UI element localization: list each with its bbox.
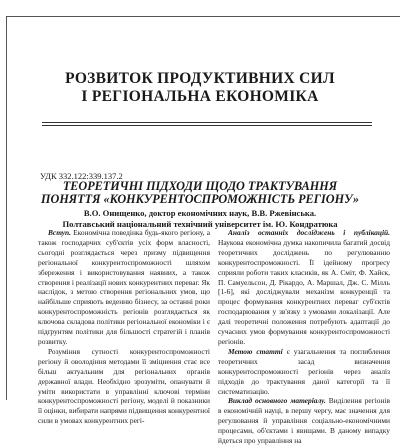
main-material-heading: Виклад основного матеріалу. (228, 396, 326, 406)
authors-line: В.О. Онищенко, доктор економічних наук, В.В. Ржевiнська. (83, 208, 317, 218)
body-paragraph: Розуміння сутності конкурентоспроможності регіону й оволодіння методами її зміцнення стає все більш актуальним для регіональних органів державної влади. Необхідно зрозуміти, опанувати й уміти використати в управлінні ключові терміни конкурентоспроможності регіону, моделі й показники її оцінки, вибирати напрями підвищення конкурентної сили в умовах конкурентних регі- (38, 346, 210, 426)
intro-paragraph (38, 228, 210, 347)
article-title-line-1: ТЕОРЕТИЧНІ ПІДХОДИ ЩОДО ТРАКТУВАННЯ (62, 179, 338, 193)
article-title-line-2: ПОНЯТТЯ «КОНКУРЕНТОСПРОМОЖНІСТЬ РЕГІОНУ» (41, 192, 359, 206)
literature-text: Наукова економічна думка накопичила багатий досвід теоретичних досліджень по регулюванню конкурентоспроможності. Її ідейному прогресу сприяли роботи таких класиків, як А. Сміт, Ф. Хайєк, П. Самуельсон, Д. Рікардо, А. Маршал, Дж. С. Мілль [1-6], які досліджували механізм конкуренції та процес формування конкурентних переваг суб'єктів господарювання у зв'язку з умовами локалізації. Але далі теоретичні положення потребують адаптації до сучасних умов формування конкурентоспроможності регіонів. (218, 237, 390, 346)
literature-paragraph (218, 228, 390, 347)
main-material-text: Виділення регіонів в економічній науці, в першу чергу, має значення для регулювання й управління соціально-економічними процесами, об'єктами і явищами. В даному випадку йдеться про управління на (218, 396, 390, 446)
udk-code: УДК 332.122:339.137.2 (40, 171, 123, 181)
section-heading-line-1: РОЗВИТОК ПРОДУКТИВНИХ СИЛ (65, 70, 335, 87)
section-heading-line-2: І РЕГІОНАЛЬНА ЕКОНОМІКА (81, 88, 319, 105)
aim-paragraph (218, 347, 390, 397)
main-material-paragraph (218, 396, 390, 446)
intro-heading: Вступ. (48, 228, 72, 237)
right-column (218, 228, 390, 446)
intro-text: Економічна поведінка будь-якого регіону, а також господарчих суб'єктів усіх форм власності, сьогодні розглядається через призму підвищення регіональної конкурентоспроможності шляхом збереження і використовування наявних, а також створення і реалізації нових конкурентних переваг. Як наслідок, з метою створення регіональних умов, що найбільше сприяють веденню бізнесу, за останні роки конкурентоспроможність регіонів розглядається як ключова складова політики регіональної економіки і є підґрунтям політики для більшості стратегій і планів розвитку. (38, 228, 210, 346)
aim-text: є узагальнення та поглиблення теоретичних засад визначення конкурентоспроможності регіонів через аналіз підходів до трактування даної категорії та її систематизацію. (218, 346, 391, 396)
affiliation-line: Полтавський національний технічний університет ім. Ю. Кондратюка (62, 218, 338, 229)
section-divider-second (42, 125, 372, 126)
article-title (0, 180, 400, 206)
left-column (38, 228, 210, 426)
article-authors (0, 208, 400, 229)
section-heading (0, 70, 400, 106)
page-frame-top (6, 16, 400, 17)
section-divider (42, 122, 372, 123)
aim-heading: Метою статті (228, 346, 283, 356)
literature-heading: Аналіз останніх досліджень і публікацій. (228, 228, 390, 237)
